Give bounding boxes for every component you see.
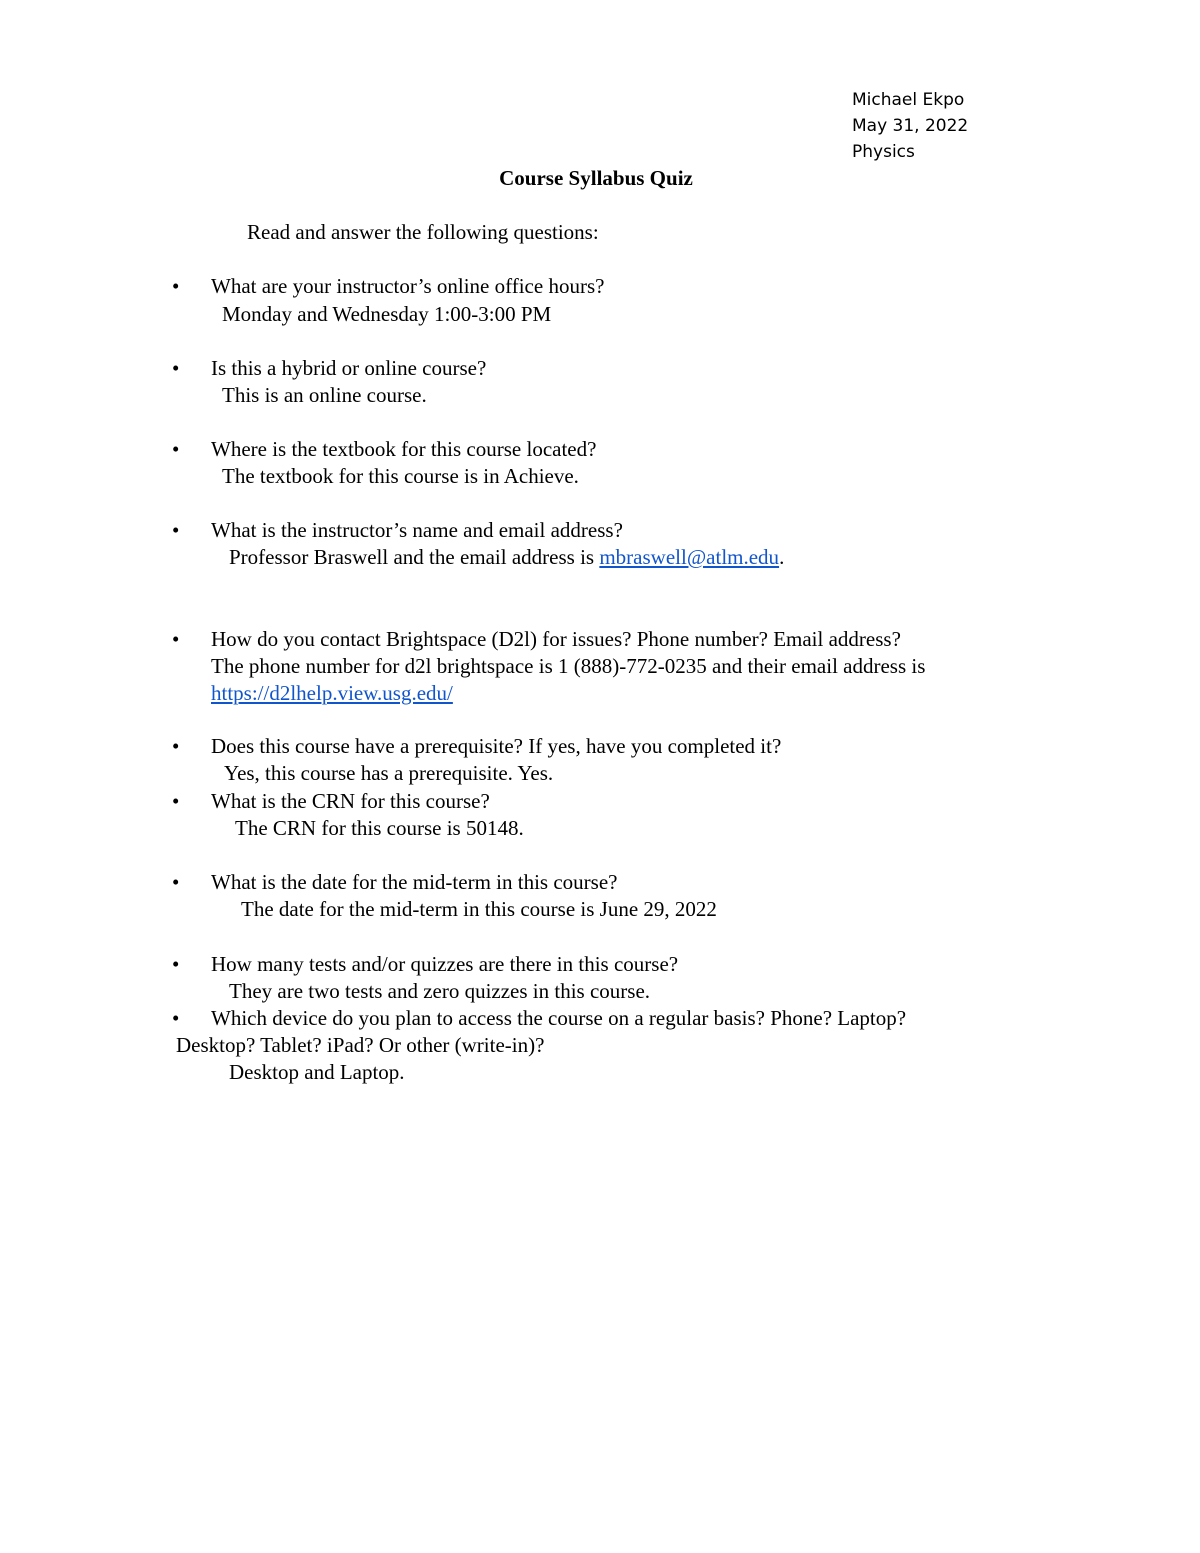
- bullet-8: •: [172, 870, 180, 894]
- support-url-link[interactable]: https://d2lhelp.view.usg.edu/: [211, 681, 453, 705]
- subject-name: Physics: [852, 142, 915, 162]
- bullet-7: •: [172, 789, 180, 813]
- question-10-line-2: Desktop? Tablet? iPad? Or other (write-in)?: [176, 1033, 545, 1057]
- question-3: Where is the textbook for this course located?: [211, 437, 597, 461]
- answer-2: This is an online course.: [222, 383, 427, 407]
- intro-text: Read and answer the following questions:: [247, 220, 599, 244]
- answer-8: The date for the mid-term in this course is June 29, 2022: [241, 897, 717, 921]
- bullet-4: •: [172, 518, 180, 542]
- document-title: Course Syllabus Quiz: [499, 166, 693, 190]
- student-name: Michael Ekpo: [852, 90, 965, 110]
- question-8: What is the date for the mid-term in this course?: [211, 870, 618, 894]
- answer-6: Yes, this course has a prerequisite. Yes.: [224, 761, 554, 785]
- question-7: What is the CRN for this course?: [211, 789, 490, 813]
- answer-10: Desktop and Laptop.: [229, 1060, 405, 1084]
- answer-4-text: Professor Braswell and the email address is: [229, 545, 600, 569]
- instructor-email-link[interactable]: mbraswell@atlm.edu: [599, 545, 780, 569]
- bullet-3: •: [172, 437, 180, 461]
- bullet-2: •: [172, 356, 180, 380]
- bullet-10: •: [172, 1006, 180, 1030]
- answer-3: The textbook for this course is in Achieve.: [222, 464, 579, 488]
- question-1: What are your instructor’s online office hours?: [211, 274, 605, 298]
- answer-1: Monday and Wednesday 1:00-3:00 PM: [222, 302, 552, 326]
- header-block: [852, 87, 968, 165]
- answer-5-text: The phone number for d2l brightspace is 1 (888)-772-0235 and their email address is: [211, 654, 926, 678]
- bullet-5: •: [172, 627, 180, 651]
- question-9: How many tests and/or quizzes are there in this course?: [211, 952, 679, 976]
- question-4: What is the instructor’s name and email address?: [211, 518, 623, 542]
- question-5: How do you contact Brightspace (D2l) for issues? Phone number? Email address?: [211, 627, 901, 651]
- bullet-9: •: [172, 952, 180, 976]
- answer-4: [229, 544, 784, 571]
- answer-4-suffix: .: [779, 545, 785, 569]
- answer-5: [211, 653, 1041, 707]
- bullet-6: •: [172, 734, 180, 758]
- answer-9: They are two tests and zero quizzes in this course.: [229, 979, 651, 1003]
- question-10-line-1: Which device do you plan to access the course on a regular basis? Phone? Laptop?: [211, 1006, 907, 1030]
- question-6: Does this course have a prerequisite? If yes, have you completed it?: [211, 734, 782, 758]
- submission-date: May 31, 2022: [852, 116, 969, 136]
- bullet-1: •: [172, 274, 180, 298]
- answer-7: The CRN for this course is 50148.: [235, 816, 524, 840]
- question-2: Is this a hybrid or online course?: [211, 356, 487, 380]
